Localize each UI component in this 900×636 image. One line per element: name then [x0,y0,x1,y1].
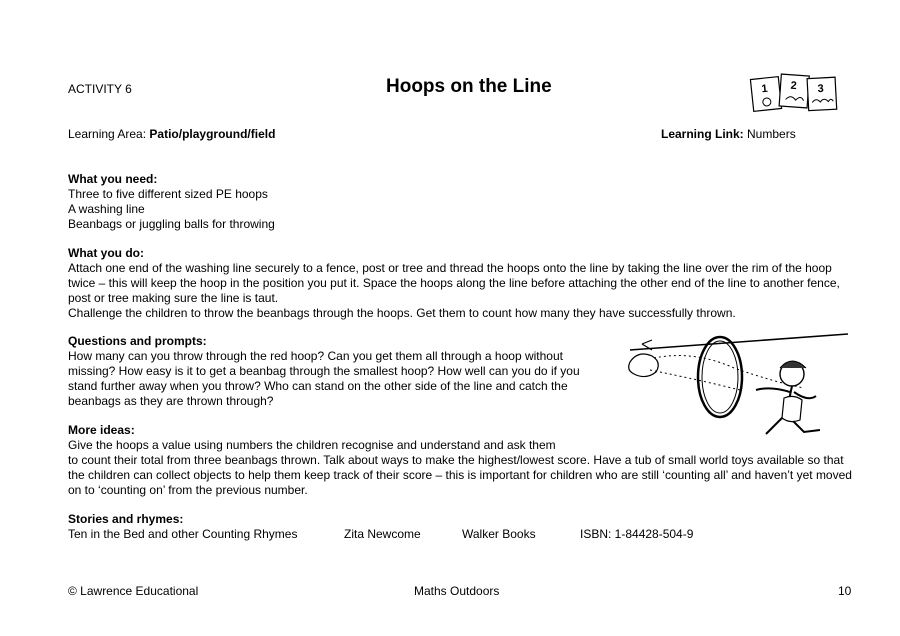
learning-link [661,127,796,141]
story-row [68,527,693,542]
more-ideas-heading: More ideas: [68,423,135,437]
book-isbn: ISBN: 1-84428-504-9 [580,527,694,541]
stories-heading: Stories and rhymes: [68,512,184,526]
logo-card-2 [779,74,809,108]
more-ideas-text: to count their total from three beanbags thrown. Talk about ways to make the highest/lowest score. Have a tub of small world toys available so that the children can collect objects to help them keep track of their score – this is important for children who are still ‘counting all’ and haven’t yet moved on to ‘counting on’ from the previous number. [68,453,852,497]
what-you-do-paragraph: Attach one end of the washing line securely to a fence, post or tree and thread the hoops onto the line by taking the line over the rim of the hoop twice – this will keep the hoop in the position you put it. Space the hoops along the line before attaching the other end of the line to another fence, post or tree making sure the line is taut. [68,261,840,305]
more-ideas-section [68,423,858,498]
need-item: Three to five different sized PE hoops [68,187,268,201]
learning-area-value: Patio/playground/field [149,127,276,141]
more-ideas-line: Give the hoops a value using numbers the children recognise and understand and ask them [68,438,556,452]
book-author: Zita Newcome [344,527,421,541]
page-title: Hoops on the Line [386,76,552,97]
what-you-do-paragraph: Challenge the children to throw the beanbags through the hoops. Get them to count how many they have successfully thrown. [68,306,736,320]
need-item: Beanbags or juggling balls for throwing [68,217,275,231]
learning-area-label: Learning Area: [68,127,147,141]
learning-area [68,127,275,141]
questions-heading: Questions and prompts: [68,334,207,348]
book-title: Ten in the Bed and other Counting Rhymes [68,527,298,541]
logo-card-3 [807,77,837,110]
logo-digit-1: 1 [760,82,769,96]
learning-link-label: Learning Link: [661,127,744,141]
logo-digit-2: 2 [790,79,798,93]
page-number: 10 [838,584,852,598]
book-publisher: Walker Books [462,527,536,541]
stories-section [68,512,693,542]
footer-copyright: © Lawrence Educational [68,584,199,598]
footer-series: Maths Outdoors [414,584,500,598]
numbers-logo [748,72,840,116]
logo-card-1 [750,77,781,112]
what-you-do-heading: What you do: [68,246,144,260]
what-you-need-section [68,172,275,232]
what-you-need-heading: What you need: [68,172,158,186]
questions-section [68,334,608,409]
questions-text: How many can you throw through the red hoop? Can you get them all through a hoop without missing? How easy is it to get a beanbag through the smallest hoop? How well can you do if you stand further away when you throw? Who can stand on the other side of the line and catch the beanbags as they are thrown through? [68,349,580,408]
logo-digit-3: 3 [817,82,825,96]
activity-label: ACTIVITY 6 [68,82,132,96]
what-you-do-section [68,246,858,321]
need-item: A washing line [68,202,145,216]
learning-link-value: Numbers [747,127,796,141]
